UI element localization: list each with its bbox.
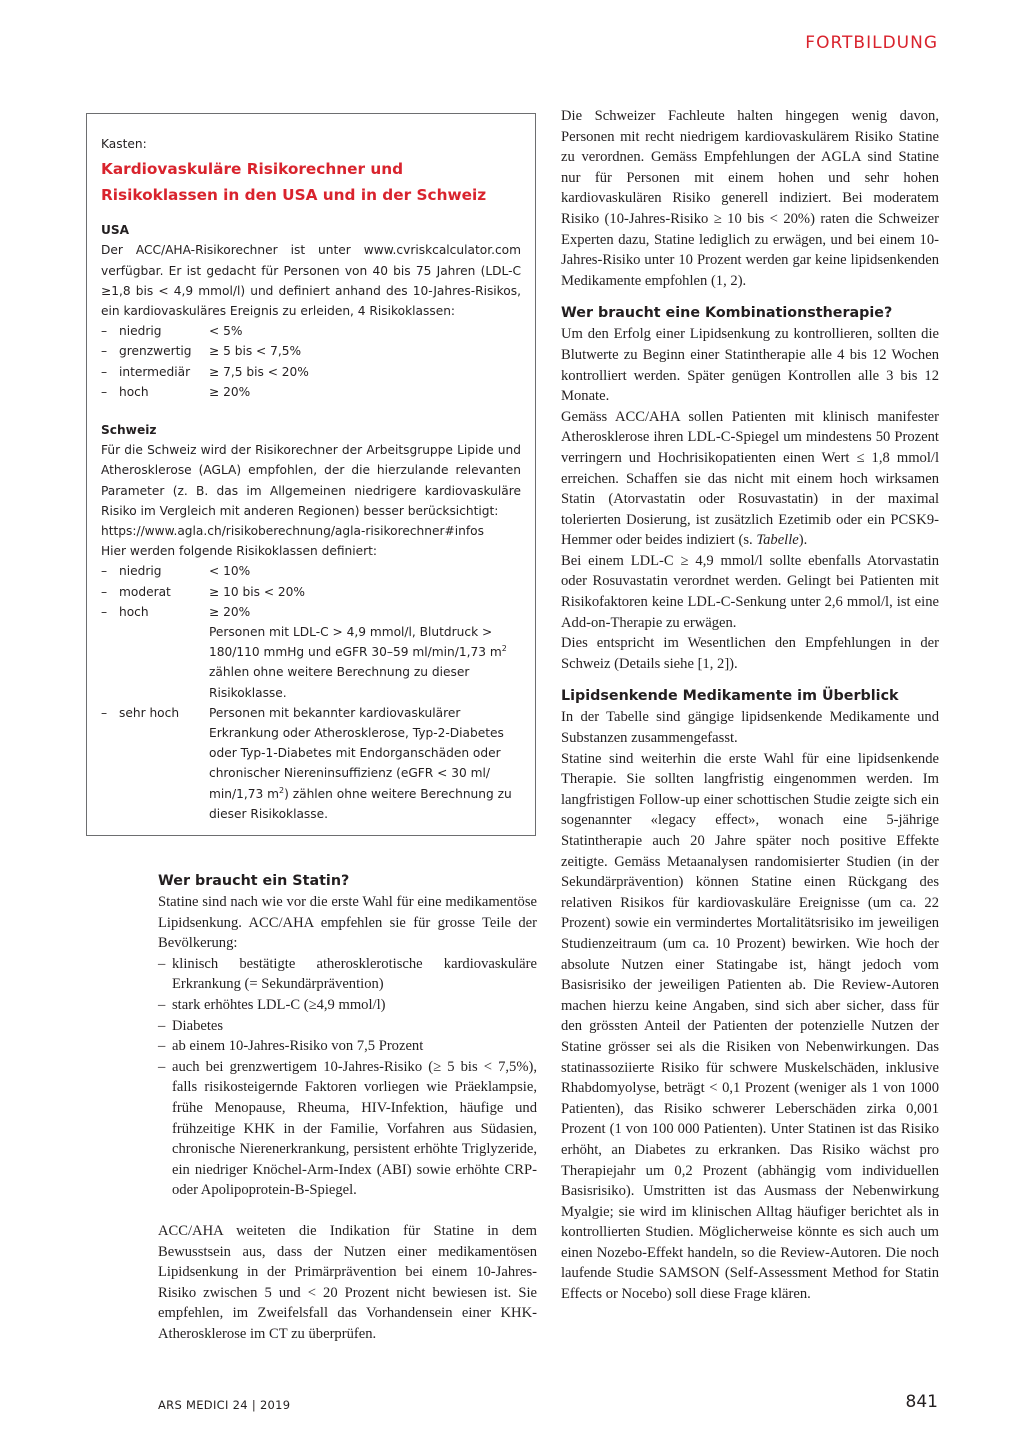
value-text: ) zählen ohne weitere Berechnung zu dieser Risikoklasse. xyxy=(209,786,512,821)
paragraph: Um den Erfolg einer Lipidsenkung zu kontrollieren, sollten die Blutwerte zu Beginn einer Statintherapie alle 4 bis 12 Wochen kontrolliert werden. Später genügen Kontrollen alle 3 bis 12 Monate. xyxy=(561,326,939,405)
paragraph: Bei einem LDL-C ≥ 4,9 mmol/l sollte ebenfalls Atorvastatin oder Rosuvastatin verordnet werden. Gelingt bei Patienten mit Risikofaktoren keine LDL-C-Senkung unter 2,6 mmol/l, ist eine Add-on-Therapie zu erwägen. xyxy=(561,552,939,631)
usa-heading: USA xyxy=(101,223,130,238)
paragraph: Die Schweizer Fachleute halten hingegen wenig davon, Personen mit recht niedrigem kardiovaskulärem Risiko Statine zu verordnen. Gemäss Empfehlungen der AGLA sind Statine nur für Personen mit einem hohen und sehr hohen kardiovaskulären Risiko generell indiziert. Bei moderatem Risiko (10-Jahres-Risiko ≥ 10 bis < 20%) raten die Schweizer Experten dazu, Statine lediglich zu erwägen, und bei einem 10-Jahres-Risiko unter 10 Prozent werden gar keine lipidsenkenden Medikamente empfohlen (1, 2). xyxy=(561,108,939,289)
indication-list xyxy=(158,954,537,1201)
paragraph: Statine sind nach wie vor die erste Wahl für eine medikamentöse Lipidsenkung. ACC/AHA empfehlen sie für grosse Teile der Bevölkerung: xyxy=(158,894,537,952)
risk-class-name: niedrig xyxy=(119,564,162,579)
right-column xyxy=(561,106,939,1305)
section-label: FORTBILDUNG xyxy=(805,33,938,53)
risk-class-name: hoch xyxy=(119,604,149,619)
paragraph: In der Tabelle sind gängige lipidsenkende Medikamente und Substanzen zusammengefasst. xyxy=(561,709,939,747)
agla-url: https://www.agla.ch/risikoberechnung/agla-risikorechner#infos xyxy=(101,524,484,539)
risk-class-name: moderat xyxy=(119,584,171,599)
risk-class-value: ≥ 20% xyxy=(209,384,251,399)
risk-class-row xyxy=(101,362,521,382)
risk-class-row xyxy=(101,382,521,402)
box-title: Kardiovaskuläre Risikorechner und Risikoklassen in den USA und in der Schweiz xyxy=(101,160,487,205)
risk-class-name: niedrig xyxy=(119,324,162,339)
risk-class-row-extra xyxy=(101,622,521,703)
paragraph: Statine sind weiterhin die erste Wahl für eine lipidsenkende Therapie. Sie sollten langfristig eingenommen werden. Im langfristigen Follow-up einer schottischen Studie zeigte sich ein sogenannter «legacy effect», wonach eine 5-jährige Statintherapie auch 20 Jahre später noch positive Effekte zeitigte. Gemäss Metaanalysen randomisierter Studien (in der Sekundärprävention) können Statine einen Rückgang des relativen Risikos für kardiovaskuläre Ereignisse (um ca. 22 Prozent) sowie ein vermindertes Mortalitätsrisiko im jeweiligen Studienzeitraum (um ca. 10 Prozent) bewirken. Wie hoch der absolute Nutzen einer Statingabe ist, hängt jedoch vom Basisrisiko der jeweiligen Patienten ab. Die Review-Autoren machen hierzu keine Angaben, sind sich aber sicher, dass für den grössten Anteil der Patienten der potenzielle Nutzen der Statine grösser sei als die Risiken von Nebenwirkungen. Das statinassoziierte Risiko für schwere Muskelschäden, inklusive Rhabdomyolyse, beträgt < 0,1 Prozent (weniger als 1 von 1000 Patienten), das Risiko schwerer Leberschäden zirka 0,001 Prozent (1 von 100 000 Patienten). Unter Statinen ist das Risiko erhöht, an Diabetes zu erkranken. Das Risiko wächst pro Therapiejahr um 0,2 Prozent (abhängig vom individuellen Basisrisiko). Umstritten ist das Ausmass der Nebenwirkung Myalgie; sie wird im klinischen Alltag häufiger berichtet als in kontrollierten Studien. Möglicherweise könnte es sich auch um einen Nozebo-Effekt handeln, so die Review-Autoren. Die noch laufende Studie SAMSON (Self-Assessment Method for Statin Effects or Nocebo) soll diese Frage klären. xyxy=(561,750,939,1303)
list-dash: – xyxy=(158,955,166,972)
list-dash: – xyxy=(158,996,166,1013)
list-item xyxy=(158,995,537,1016)
list-item-text: ab einem 10-Jahres-Risiko von 7,5 Prozent xyxy=(172,1038,424,1055)
paragraph: Dies entspricht im Wesentlichen den Empfehlungen in der Schweiz (Details siehe [1, 2]). xyxy=(561,635,939,672)
paragraph-text: ). xyxy=(798,532,808,549)
list-dash: – xyxy=(101,324,108,339)
list-dash: – xyxy=(158,1058,166,1075)
section-heading-kombination: Wer braucht eine Kombinationstherapie? xyxy=(561,305,893,322)
risk-class-note xyxy=(209,622,521,703)
risk-class-value: < 5% xyxy=(209,324,243,339)
risk-class-row xyxy=(101,321,521,341)
paragraph: ACC/AHA weiteten die Indikation für Statine in dem Bewusstsein aus, dass der Nutzen einer medikamentösen Lipidsenkung in der Primärprävention bei einem 10-Jahres-Risiko zwischen 5 und < 20 Prozent nicht bewiesen ist. Sie empfehlen, im Zweifelsfall das Vorhandensein einer KHK-Atherosklerose im CT zu überprüfen. xyxy=(158,1222,537,1342)
list-item xyxy=(158,1016,537,1037)
schweiz-heading: Schweiz xyxy=(101,423,157,438)
risk-class-row xyxy=(101,341,521,361)
paragraph xyxy=(561,407,939,551)
list-dash: – xyxy=(101,584,108,599)
page-number: 841 xyxy=(905,1392,938,1412)
list-dash: – xyxy=(101,364,108,379)
list-dash: – xyxy=(101,564,108,579)
list-dash: – xyxy=(158,1038,166,1055)
schweiz-intro: Hier werden folgende Risikoklassen definiert: xyxy=(101,544,378,559)
risk-class-row xyxy=(101,602,521,622)
schweiz-class-list xyxy=(101,561,521,824)
list-dash: – xyxy=(101,705,108,720)
risk-class-value: < 10% xyxy=(209,564,251,579)
list-item xyxy=(158,1036,537,1057)
risk-class-name: hoch xyxy=(119,384,149,399)
list-dash: – xyxy=(158,1017,166,1034)
superscript: 2 xyxy=(501,644,507,654)
risk-class-row xyxy=(101,582,521,602)
table-reference: Tabelle xyxy=(756,532,799,549)
left-column xyxy=(158,870,537,1344)
list-item-text: stark erhöhtes LDL-C (≥4,9 mmol/l) xyxy=(172,996,386,1013)
risk-class-name: sehr hoch xyxy=(119,705,180,720)
list-item xyxy=(158,1057,537,1201)
section-heading-medikamente: Lipidsenkende Medikamente im Überblick xyxy=(561,688,899,705)
note-text: zählen ohne weitere Berechnung zu dieser Risikoklasse. xyxy=(209,665,470,700)
usa-class-list xyxy=(101,321,521,402)
risk-class-value: ≥ 10 bis < 20% xyxy=(209,584,305,599)
risk-class-name: grenzwertig xyxy=(119,344,192,359)
risk-class-value: ≥ 7,5 bis < 20% xyxy=(209,364,309,379)
risk-class-value xyxy=(209,703,521,824)
usa-text: Der ACC/AHA-Risikorechner ist unter www.cvriskcalculator.com verfügbar. Er ist gedacht für Personen von 40 bis 75 Jahren (LDL-C ≥1,8 bis < 4,9 mmol/l) und definiert anhand des 10-Jahres-Risikos, ein kardiovaskuläres Ereignis zu erleiden, 4 Risikoklassen: xyxy=(101,243,521,319)
value-text: Personen mit bekannter kardiovaskulärer Erkrankung oder Atherosklerose, Typ-2-Diabetes oder Typ-1-Diabetes mit Endorganschäden oder chronischer Niereninsuffizienz (eGFR < 30 ml/ min/1,73 m xyxy=(209,705,504,801)
list-item xyxy=(158,954,537,995)
note-text: Personen mit LDL-C > 4,9 mmol/l, Blutdruck > 180/110 mmHg und eGFR 30–59 ml/min/1,73 m xyxy=(209,625,502,660)
risk-class-value: ≥ 20% xyxy=(209,604,251,619)
info-box xyxy=(86,113,536,836)
list-dash: – xyxy=(101,604,108,619)
journal-footer: ARS MEDICI 24 | 2019 xyxy=(158,1398,291,1412)
risk-class-name: intermediär xyxy=(119,364,191,379)
risk-class-value: ≥ 5 bis < 7,5% xyxy=(209,344,302,359)
section-heading-statin: Wer braucht ein Statin? xyxy=(158,873,350,889)
list-item-text: Diabetes xyxy=(172,1017,224,1034)
risk-class-row xyxy=(101,561,521,581)
risk-class-row xyxy=(101,703,521,824)
schweiz-text: Für die Schweiz wird der Risikorechner der Arbeitsgruppe Lipide und Atherosklerose (AGLA) empfohlen, der die hierzulande relevanten Parameter (z. B. das im Allgemeinen niedrigere kardiovaskuläre Risiko im Vergleich mit anderen Regionen) besser berücksichtigt: xyxy=(101,443,521,518)
list-dash: – xyxy=(101,384,108,399)
paragraph-text: Gemäss ACC/AHA sollen Patienten mit klinisch manifester Atherosklerose ihren LDL-C-Spiegel um mindestens 50 Prozent verringern und Hochrisikopatienten einen Wert ≤ 1,8 mmol/l erreichen. Schaffen sie das nicht mit einem hoch wirksamen Statin (Atorvastatin oder Rosuvastatin) in der maximal tolerierten Dosierung, ist zusätzlich Ezetimib oder ein PCSK9-Hemmer oder beides indiziert (s. xyxy=(561,408,939,549)
box-label: Kasten: xyxy=(101,137,147,151)
superscript: 2 xyxy=(278,785,285,795)
list-item-text: auch bei grenzwertigem 10-Jahres-Risiko (≥ 5 bis < 7,5%), falls risikosteigernde Faktoren vorliegen wie Präeklampsie, frühe Menopause, Rheuma, HIV-Infektion, häufige und frühzeitige KHK in der Familie, Vorfahren aus Südasien, chronische Nierenerkrankung, persistent erhöhte Triglyzeride, ein niedriger Knöchel-Arm-Index (ABI) sowie erhöhte CRP- oder Apolipoprotein-B-Spiegel. xyxy=(172,1058,537,1199)
list-dash: – xyxy=(101,344,108,359)
list-item-text: klinisch bestätigte atherosklerotische kardiovaskuläre Erkrankung (= Sekundärprävention) xyxy=(172,955,537,993)
